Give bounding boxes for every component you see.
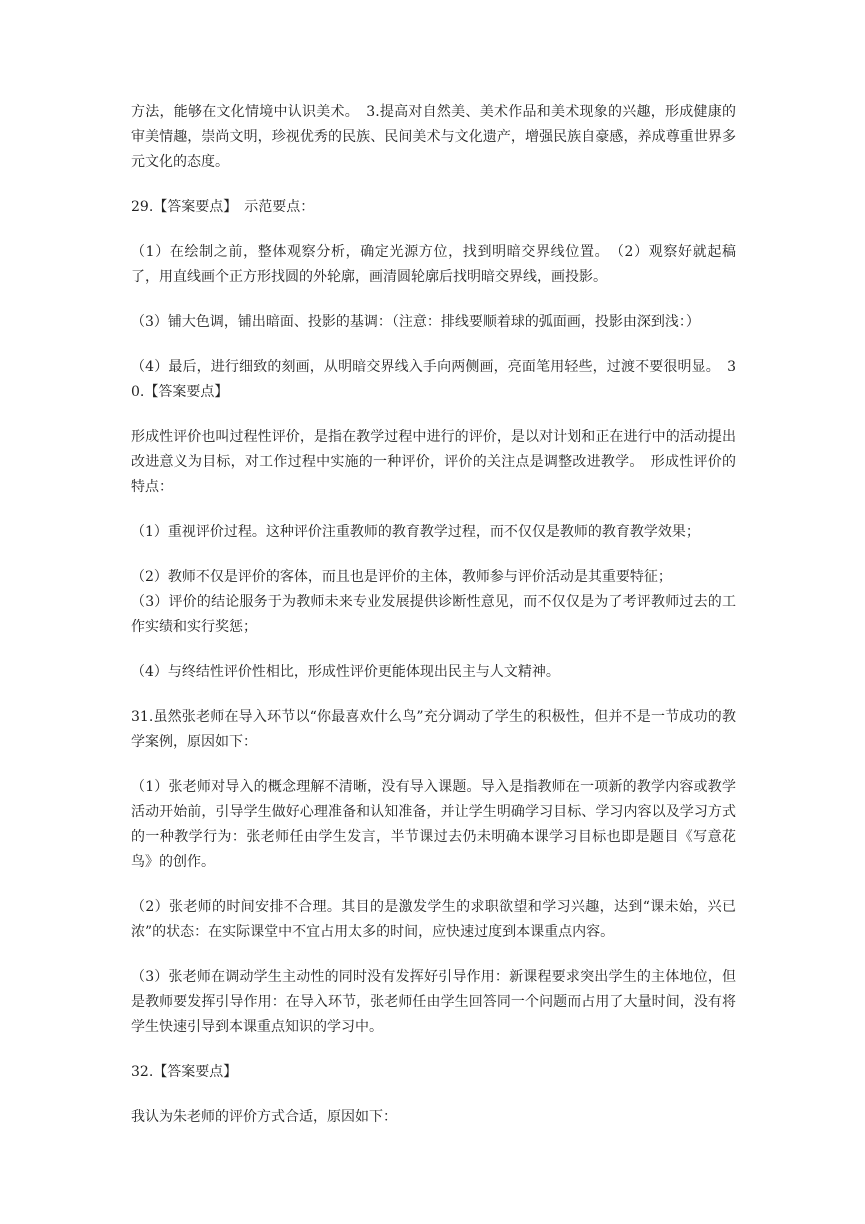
paragraph-q30-feature1: （1）重视评价过程。这种评价注重教师的教育教学过程，而不仅仅是教师的教育教学效果； xyxy=(131,524,700,540)
paragraph-q30-feature3: （3）评价的结论服务于为教师未来专业发展提供诊断性意见，而不仅仅是为了考评教师过去的工作实绩和实行奖惩； xyxy=(131,594,736,635)
paragraph-q32-heading: 32.【答案要点】 xyxy=(131,1064,238,1080)
paragraph-q31-reason1: （1）张老师对导入的概念理解不清晰，没有导入课题。导入是指教师在一项新的教学内容或教学活动开始前，引导学生做好心理准备和认知准备，并让学生明确学习目标、学习内容以及学习方式的一种教学行为：张老师任由学生发言，半节课过去仍未明确本课学习目标也即是题目《写意花鸟》的创作。 xyxy=(131,779,736,870)
paragraph-q30-feature4: （4）与终结性评价性相比，形成性评价更能体现出民主与人文精神。 xyxy=(131,664,560,680)
paragraph-q30-feature2: （2）教师不仅是评价的客体，而且也是评价的主体，教师参与评价活动是其重要特征； xyxy=(131,569,672,585)
paragraph-q30-definition: 形成性评价也叫过程性评价，是指在教学过程中进行的评价，是以对计划和正在进行中的活动提出改进意义为目标，对工作过程中实施的一种评价，评价的关注点是调整改进教学。 形成性评价的特点： xyxy=(131,429,736,495)
paragraph-q31-reason2: （2）张老师的时间安排不合理。其目的是激发学生的求职欲望和学习兴趣，达到“课未始，兴已浓”的状态：在实际课堂中不宜占用太多的时间，应快速过度到本课重点内容。 xyxy=(131,899,736,940)
paragraph-q31-reason3: （3）张老师在调动学生主动性的同时没有发挥好引导作用：新课程要求突出学生的主体地位，但是教师要发挥引导作用：在导入环节，张老师任由学生回答同一个问题而占用了大量时间，没有将学生快速引导到本课重点知识的学习中。 xyxy=(131,969,736,1035)
paragraph-q28-goal3: 方法，能够在文化情境中认识美术。 3.提高对自然美、美术作品和美术现象的兴趣，形成健康的审美情趣，崇尚文明，珍视优秀的民族、民间美术与文化遗产，增强民族自豪感，养成尊重世界多元文化的态度。 xyxy=(131,104,736,170)
paragraph-q31-intro: 31.虽然张老师在导入环节以“你最喜欢什么鸟”充分调动了学生的积极性，但并不是一节成功的教学案例，原因如下： xyxy=(131,709,736,750)
document-body xyxy=(131,100,736,1150)
paragraph-q29-heading: 29.【答案要点】 示范要点： xyxy=(131,199,315,215)
paragraph-q29-step3: （3）铺大色调，铺出暗面、投影的基调：（注意：排线要顺着球的弧面画，投影由深到浅：） xyxy=(131,314,700,330)
paragraph-q29-step4-q30-heading: （4）最后，进行细致的刻画，从明暗交界线入手向两侧画，亮面笔用轻些，过渡不要很明显。 30.【答案要点】 xyxy=(131,359,736,400)
paragraph-q29-step1-2: （1）在绘制之前，整体观察分析，确定光源方位，找到明暗交界线位置。 （2）观察好就起稿了，用直线画个正方形找圆的外轮廓，画清圆轮廓后找明暗交界线，画投影。 xyxy=(131,244,736,285)
paragraph-q32-intro: 我认为朱老师的评价方式合适，原因如下： xyxy=(131,1109,397,1125)
